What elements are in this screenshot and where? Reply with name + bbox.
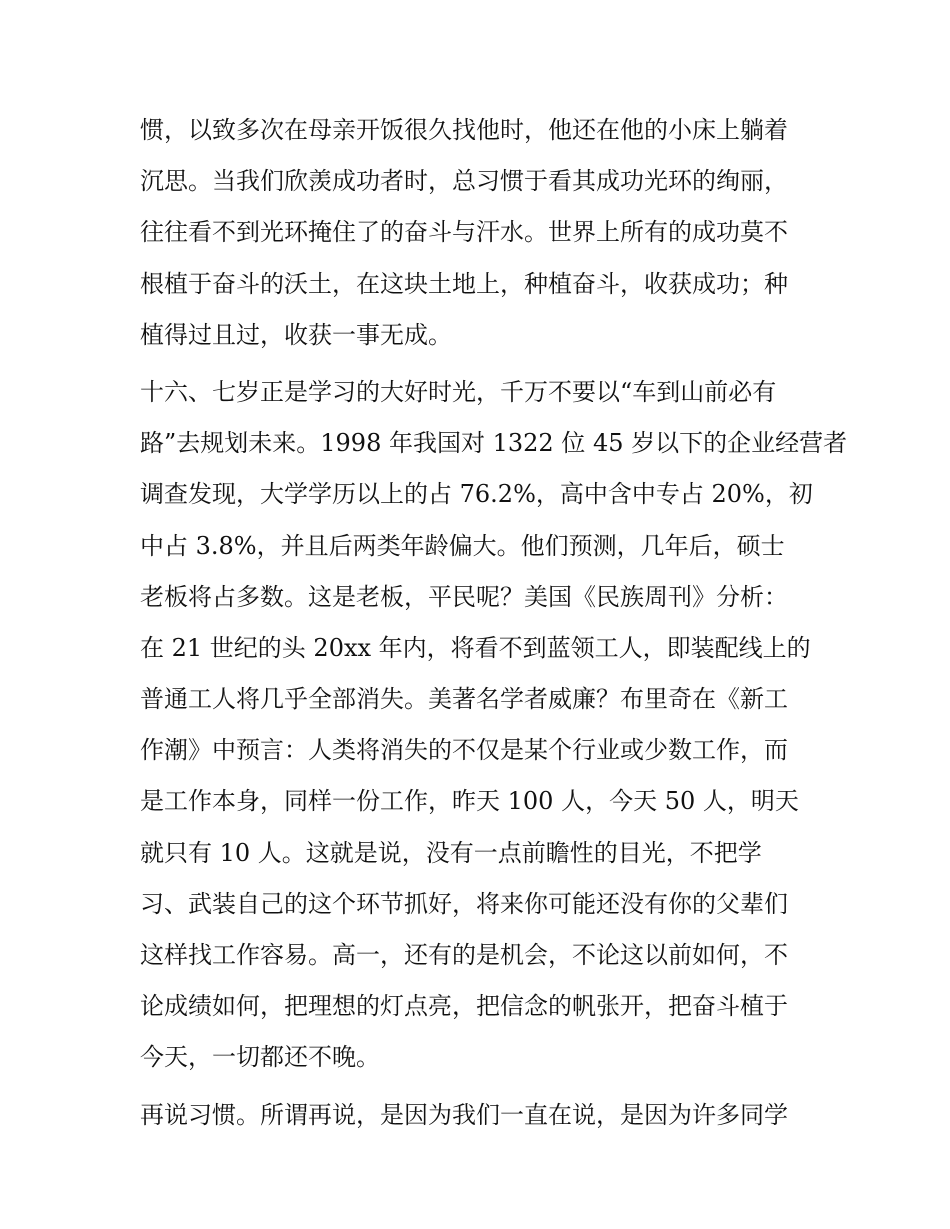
text-line: 调查发现，大学学历以上的占 76.2%，高中含中专占 20%，初 xyxy=(140,480,813,509)
text-line: 今天，一切都还不晚。 xyxy=(140,1043,380,1072)
paragraph-1 xyxy=(140,105,820,361)
text-line: 根植于奋斗的沃土，在这块土地上，种植奋斗，收获成功；种 xyxy=(140,269,788,298)
text-line: 就只有 10 人。这就是说，没有一点前瞻性的目光，不把学 xyxy=(140,838,762,867)
text-line: 沉思。当我们欣羡成功者时，总习惯于看其成功光环的绚丽， xyxy=(140,167,788,196)
paragraph-2 xyxy=(140,367,848,1084)
text-line: 植得过且过，收获一事无成。 xyxy=(140,320,452,349)
text-line: 这样找工作容易。高一，还有的是机会，不论这以前如何，不 xyxy=(140,941,788,969)
text-line: 普通工人将几乎全部消失。美著名学者威廉？布里奇在《新工 xyxy=(140,685,788,714)
text-line: 再说习惯。所谓再说，是因为我们一直在说，是因为许多同学 xyxy=(140,1100,788,1129)
text-line: 往往看不到光环掩住了的奋斗与汗水。世界上所有的成功莫不 xyxy=(140,218,788,247)
paragraph-3 xyxy=(140,1090,820,1141)
body-text xyxy=(140,105,848,1141)
text-line: 习、武装自己的这个环节抓好，将来你可能还没有你的父辈们 xyxy=(140,889,788,918)
text-line: 老板将占多数。这是老板，平民呢？美国《民族周刊》分析： xyxy=(140,582,788,611)
text-line: 作潮》中预言：人类将消失的不仅是某个行业或少数工作，而 xyxy=(140,736,788,765)
text-line: 论成绩如何，把理想的灯点亮，把信念的帆张开，把奋斗植于 xyxy=(140,992,788,1021)
text-line: 是工作本身，同样一份工作，昨天 100 人，今天 50 人，明天 xyxy=(140,787,799,816)
text-line: 中占 3.8%，并且后两类年龄偏大。他们预测，几年后，硕士 xyxy=(140,531,785,560)
text-line: 在 21 世纪的头 20xx 年内，将看不到蓝领工人，即装配线上的 xyxy=(140,633,811,662)
text-line: 十六、七岁正是学习的大好时光，千万不要以“车到山前必有 xyxy=(140,377,777,406)
text-line: 惯，以致多次在母亲开饭很久找他时，他还在他的小床上躺着 xyxy=(140,116,788,144)
text-line: 路”去规划未来。1998 年我国对 1322 位 45 岁以下的企业经营者 xyxy=(140,429,848,458)
